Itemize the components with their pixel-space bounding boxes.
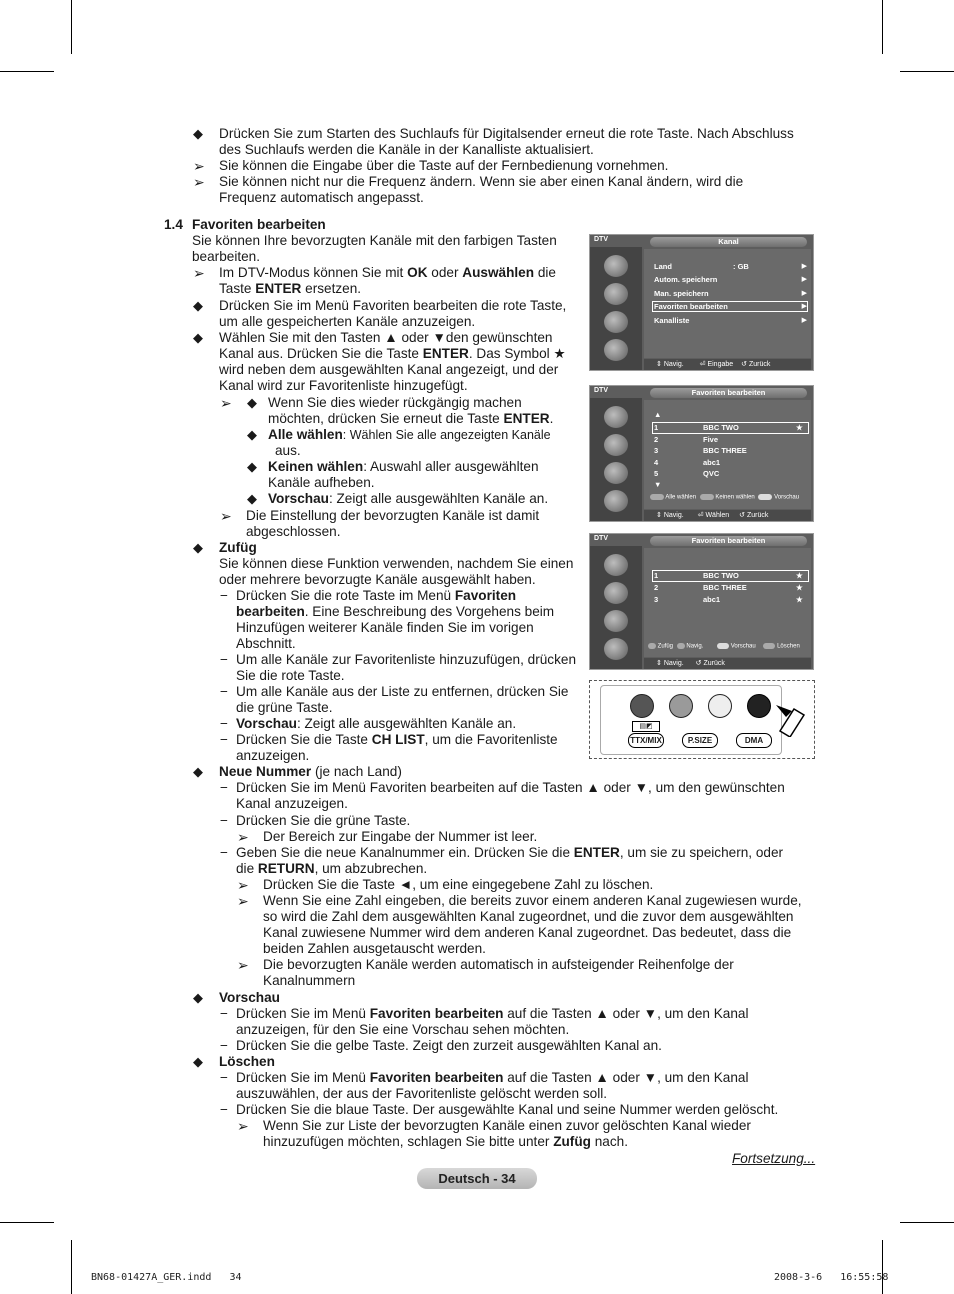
neue-text: Kanal anzuzeigen. xyxy=(236,796,348,811)
osd-row[interactable]: Man. speichern xyxy=(654,289,709,298)
red-button-icon xyxy=(648,643,656,649)
dash-bullet: − xyxy=(220,716,228,731)
return-icon: ↺ xyxy=(739,512,746,519)
yellow-button-icon xyxy=(758,494,772,500)
crop-mark xyxy=(0,71,54,72)
section-text: Kanal aus. Drücken Sie die Taste ENTER. Das Symbol ★ xyxy=(219,346,566,361)
vorschau-text: anzuzeigen, für den Sie eine Vorschau sehen möchten. xyxy=(236,1022,570,1037)
section-text: Wenn Sie dies wieder rückgängig machen xyxy=(268,395,522,410)
channel-number: 1 xyxy=(654,423,659,432)
neue-text: beiden Zahlen ausgetauscht werden. xyxy=(263,941,486,956)
section-text: wird neben dem ausgewählten Kanal angezeigt, und der xyxy=(219,362,559,377)
ttx-mix-button[interactable]: TTX/MIX xyxy=(628,733,664,748)
loeschen-title: Löschen xyxy=(219,1054,275,1069)
note-arrow-icon: ➢ xyxy=(220,395,232,411)
neue-title: Neue Nummer (je nach Land) xyxy=(219,764,402,779)
bullet-diamond-icon: ◆ xyxy=(247,459,257,474)
section-text: möchten, drücken Sie erneut die Taste ENTER. xyxy=(268,411,554,426)
section-title: Favoriten bearbeiten xyxy=(192,217,326,232)
red-button-icon xyxy=(650,494,664,500)
crop-mark xyxy=(900,71,954,72)
bullet-diamond-icon: ◆ xyxy=(193,1054,203,1069)
intro-text: des Suchlaufs werden die Kanäle in der Kanalliste aktualisiert. xyxy=(219,142,594,157)
sound-icon xyxy=(604,582,628,604)
vorschau-title: Vorschau xyxy=(219,990,280,1005)
loeschen-text: hinzuzufügen möchten, schlagen Sie bitte unter Zufüg nach. xyxy=(263,1134,628,1149)
note-arrow-icon: ➢ xyxy=(237,829,249,845)
navigate-icon: ⇕ xyxy=(656,512,662,519)
zufueg-text: Hinzufügen weiterer Kanäle finden Sie im vorigen xyxy=(236,620,534,635)
neue-text: Die bevorzugten Kanäle werden automatisch in aufsteigender Reihenfolge der xyxy=(263,957,734,972)
osd-color-buttons: Zufüg Navig. Vorschau Löschen xyxy=(648,643,800,650)
zufueg-text: die grüne Taste. xyxy=(236,700,333,715)
section-text: Die Einstellung der bevorzugten Kanäle ist damit xyxy=(246,508,540,523)
channel-number: 3 xyxy=(654,595,659,604)
blue-button-icon xyxy=(763,643,775,649)
channel-icon xyxy=(604,610,628,632)
blue-remote-button[interactable] xyxy=(747,694,771,718)
arrow-right-icon: ▶ xyxy=(801,263,807,270)
vorschau-text: Drücken Sie im Menü Favoriten bearbeiten auf die Tasten ▲ oder ▼, um den Kanal xyxy=(236,1006,749,1021)
loeschen-text: Drücken Sie im Menü Favoriten bearbeiten auf die Tasten ▲ oder ▼, um den Kanal xyxy=(236,1070,749,1085)
osd-kanal-screen xyxy=(589,234,814,371)
teletext-icon: ▤◩ xyxy=(632,721,660,732)
footer-date: 2008-3-6 16:55:58 xyxy=(774,1272,889,1283)
osd-sidebar xyxy=(590,546,642,669)
channel-name: QVC xyxy=(703,469,720,478)
osd-color-buttons: Alle wählen Keinen wählen Vorschau xyxy=(650,494,799,501)
osd-favorites-screen xyxy=(589,385,814,522)
dash-bullet: − xyxy=(220,813,228,828)
note-arrow-icon: ➢ xyxy=(237,1118,249,1134)
loeschen-text: auszuwählen, der aus der Favoritenliste gelöscht werden soll. xyxy=(236,1086,608,1101)
neue-text: Kanalnummern xyxy=(263,973,356,988)
up-arrow-icon: ▲ xyxy=(654,410,662,419)
dash-bullet: − xyxy=(220,1038,228,1053)
crop-mark xyxy=(71,1240,72,1294)
crop-mark xyxy=(882,0,883,54)
zufueg-text: oder mehrere bevorzugte Kanäle ausgewählt haben. xyxy=(219,572,536,587)
zufueg-text: Sie können diese Funktion verwenden, nachdem Sie einen xyxy=(219,556,574,571)
osd-row[interactable]: Kanalliste xyxy=(654,316,690,325)
dash-bullet: − xyxy=(220,684,228,699)
section-text: Keinen wählen: Auswahl aller ausgewählten xyxy=(268,459,539,474)
bullet-diamond-icon: ◆ xyxy=(193,990,203,1005)
zufueg-text: anzuzeigen. xyxy=(236,748,310,763)
channel-name: Five xyxy=(703,435,719,444)
zufueg-text: Vorschau: Zeigt alle ausgewählten Kanäle an. xyxy=(236,716,517,731)
note-arrow-icon: ➢ xyxy=(237,893,249,909)
section-text: bearbeiten. xyxy=(192,249,261,264)
setup-icon xyxy=(604,490,628,512)
osd-title: Favoriten bearbeiten xyxy=(650,536,807,546)
navigate-icon: ⇕ xyxy=(656,361,662,368)
osd-row-selected[interactable]: Favoriten bearbeiten xyxy=(652,301,808,312)
neue-text: Drücken Sie die grüne Taste. xyxy=(236,813,411,828)
channel-icon xyxy=(604,311,628,333)
sound-icon xyxy=(604,434,628,456)
bullet-diamond-icon: ◆ xyxy=(193,126,203,141)
section-text: aus. xyxy=(275,443,301,458)
section-text: Sie können Ihre bevorzugten Kanäle mit den farbigen Tasten xyxy=(192,233,557,248)
green-button-icon xyxy=(677,643,685,649)
note-arrow-icon: ➢ xyxy=(193,158,205,174)
channel-name: abc1 xyxy=(703,458,721,467)
note-arrow-icon: ➢ xyxy=(193,265,205,281)
neue-text: Wenn Sie eine Zahl eingeben, die bereits zuvor einem anderen Kanal zugewiesen wurde, xyxy=(263,893,802,908)
channel-name: BBC THREE xyxy=(703,583,747,592)
zufueg-text: Um alle Kanäle aus der Liste zu entfernen, drücken Sie xyxy=(236,684,569,699)
return-icon: ↺ xyxy=(695,660,702,667)
intro-note: Sie können nicht nur die Frequenz ändern. Wenn sie aber einen Kanal ändern, wird die xyxy=(219,174,744,189)
crop-mark xyxy=(0,1222,54,1223)
enter-icon: ⏎ xyxy=(697,512,704,519)
neue-text: Drücken Sie die Taste ◄, um eine eingegebene Zahl zu löschen. xyxy=(263,877,654,892)
bullet-diamond-icon: ◆ xyxy=(193,540,203,555)
dash-bullet: − xyxy=(220,1070,228,1085)
loeschen-text: Wenn Sie zur Liste der bevorzugten Kanäle einen zuvor gelöschten Kanal wieder xyxy=(263,1118,751,1133)
zufueg-text: Abschnitt. xyxy=(236,636,296,651)
return-icon: ↺ xyxy=(741,361,747,368)
dash-bullet: − xyxy=(220,845,228,860)
footer-file: BN68-01427A_GER.indd 34 xyxy=(91,1272,242,1283)
intro-text: Drücken Sie zum Starten des Suchlaufs für Digitalsender erneut die rote Taste. Nach Abschluss xyxy=(219,126,794,141)
note-arrow-icon: ➢ xyxy=(193,174,205,190)
osd-sidebar xyxy=(590,247,642,370)
section-text: Vorschau: Zeigt alle ausgewählten Kanäle an. xyxy=(268,491,549,506)
picture-icon xyxy=(604,406,628,428)
note-arrow-icon: ➢ xyxy=(237,877,249,893)
zufueg-text: Drücken Sie die Taste CH LIST, um die Favoritenliste xyxy=(236,732,558,747)
navigate-icon: ⇕ xyxy=(656,660,662,667)
crop-mark xyxy=(900,1222,954,1223)
favorite-star-icon: ★ xyxy=(796,423,803,432)
bullet-diamond-icon: ◆ xyxy=(247,395,257,410)
pointer-arrow-icon xyxy=(776,701,808,737)
dash-bullet: − xyxy=(220,732,228,747)
dash-bullet: − xyxy=(220,1102,228,1117)
yellow-remote-button[interactable] xyxy=(708,694,732,718)
dtv-label: DTV xyxy=(594,387,608,394)
channel-number: 2 xyxy=(654,435,659,444)
dma-button[interactable]: DMA xyxy=(736,733,772,748)
arrow-right-icon: ▶ xyxy=(801,276,807,283)
crop-mark xyxy=(882,1240,883,1294)
neue-text: die RETURN, um abzubrechen. xyxy=(236,861,428,876)
neue-text: so wird die Zahl dem ausgewählten Kanal zugeordnet, und die zuvor dem ausgewählten xyxy=(263,909,794,924)
dash-bullet: − xyxy=(220,780,228,795)
intro-note: Frequenz automatisch angepasst. xyxy=(219,190,424,205)
section-note: Taste ENTER ersetzen. xyxy=(219,281,362,296)
channel-number: 3 xyxy=(654,446,659,455)
neue-text: Der Bereich zur Eingabe der Nummer ist leer. xyxy=(263,829,538,844)
down-arrow-icon: ▼ xyxy=(654,480,662,489)
bullet-diamond-icon: ◆ xyxy=(193,298,203,313)
osd-row-value: : GB xyxy=(733,262,749,271)
crop-mark xyxy=(71,0,72,54)
vorschau-text: Drücken Sie die gelbe Taste. Zeigt den zurzeit ausgewählten Kanal an. xyxy=(236,1038,662,1053)
zufueg-text: Drücken Sie die rote Taste im Menü Favoriten xyxy=(236,588,517,603)
dtv-label: DTV xyxy=(594,535,608,542)
section-text: Drücken Sie im Menü Favoriten bearbeiten die rote Taste, xyxy=(219,298,567,313)
loeschen-text: Drücken Sie die blaue Taste. Der ausgewählte Kanal und seine Nummer werden gelöscht. xyxy=(236,1102,779,1117)
bullet-diamond-icon: ◆ xyxy=(247,491,257,506)
yellow-button-icon xyxy=(717,643,729,649)
section-text: Alle wählen: Wählen Sie alle angezeigten Kanäle xyxy=(268,427,551,442)
channel-name: BBC TWO xyxy=(703,423,739,432)
dash-bullet: − xyxy=(220,1006,228,1021)
favorite-star-icon: ★ xyxy=(796,595,803,604)
setup-icon xyxy=(604,638,628,660)
section-text: Kanäle aufheben. xyxy=(268,475,375,490)
setup-icon xyxy=(604,339,628,361)
bullet-diamond-icon: ◆ xyxy=(247,427,257,442)
section-number: 1.4 xyxy=(164,217,183,232)
channel-name: BBC TWO xyxy=(703,571,739,580)
neue-text: Kanal zuwiesene Nummer wird dem anderen Kanal zugeordnet. Das bedeutet, dass die xyxy=(263,925,792,940)
osd-help-bar: ⇕ Navig. ↺ Zurück xyxy=(644,658,811,669)
zufueg-text: Sie die rote Taste. xyxy=(236,668,345,683)
section-text: Wählen Sie mit den Tasten ▲ oder ▼den gewünschten xyxy=(219,330,553,345)
arrow-right-icon: ▶ xyxy=(801,303,807,310)
neue-text: Geben Sie die neue Kanalnummer ein. Drücken Sie die ENTER, um sie zu speichern, oder xyxy=(236,845,784,860)
channel-number: 2 xyxy=(654,583,659,592)
remote-illustration xyxy=(589,680,815,759)
osd-title: Kanal xyxy=(650,237,807,247)
osd-title: Favoriten bearbeiten xyxy=(650,388,807,398)
osd-row[interactable]: Land xyxy=(654,262,672,271)
arrow-right-icon: ▶ xyxy=(801,317,807,324)
picture-icon xyxy=(604,554,628,576)
bullet-diamond-icon: ◆ xyxy=(193,764,203,779)
green-button-icon xyxy=(700,494,714,500)
zufueg-text: Um alle Kanäle zur Favoritenliste hinzuzufügen, drücken xyxy=(236,652,577,667)
page-number-badge: Deutsch - 34 xyxy=(417,1168,537,1189)
picture-icon xyxy=(604,255,628,277)
channel-number: 5 xyxy=(654,469,659,478)
favorite-star-icon: ★ xyxy=(796,571,803,580)
section-note: Im DTV-Modus können Sie mit OK oder Auswählen die xyxy=(219,265,556,280)
osd-sidebar xyxy=(590,398,642,521)
channel-name: abc1 xyxy=(703,595,721,604)
osd-row[interactable]: Autom. speichern xyxy=(654,275,718,284)
psize-button[interactable]: P.SIZE xyxy=(682,733,718,748)
osd-help-bar: ⇕ Navig. ⏎ Eingabe ↺ Zurück xyxy=(644,359,811,370)
section-text: um alle gespeicherten Kanäle anzuzeigen. xyxy=(219,314,476,329)
dtv-label: DTV xyxy=(594,236,608,243)
dash-bullet: − xyxy=(220,588,228,603)
channel-icon xyxy=(604,462,628,484)
note-arrow-icon: ➢ xyxy=(237,957,249,973)
osd-help-bar: ⇕ Navig. ⏎ Wählen ↺ Zurück xyxy=(644,510,811,521)
channel-number: 4 xyxy=(654,458,659,467)
neue-text: Drücken Sie im Menü Favoriten bearbeiten auf die Tasten ▲ oder ▼, um den gewünschten xyxy=(236,780,785,795)
favorite-star-icon: ★ xyxy=(796,583,803,592)
continued-link[interactable]: Fortsetzung... xyxy=(732,1151,816,1166)
zufueg-text: bearbeiten. Eine Beschreibung des Vorgehens beim xyxy=(236,604,555,619)
osd-panel xyxy=(644,548,811,657)
section-text: Kanal wird zur Favoritenliste hinzugefügt. xyxy=(219,378,468,393)
channel-name: BBC THREE xyxy=(703,446,747,455)
red-remote-button[interactable] xyxy=(630,694,654,718)
green-remote-button[interactable] xyxy=(669,694,693,718)
arrow-right-icon: ▶ xyxy=(801,290,807,297)
enter-icon: ⏎ xyxy=(699,361,706,368)
bullet-diamond-icon: ◆ xyxy=(193,330,203,345)
section-text: abgeschlossen. xyxy=(246,524,341,539)
intro-note: Sie können die Eingabe über die Taste auf der Fernbedienung vornehmen. xyxy=(219,158,669,173)
dash-bullet: − xyxy=(220,652,228,667)
note-arrow-icon: ➢ xyxy=(220,508,232,524)
zufueg-title: Zufüg xyxy=(219,540,257,555)
osd-favorites-list-screen xyxy=(589,533,814,670)
channel-number: 1 xyxy=(654,571,659,580)
sound-icon xyxy=(604,283,628,305)
